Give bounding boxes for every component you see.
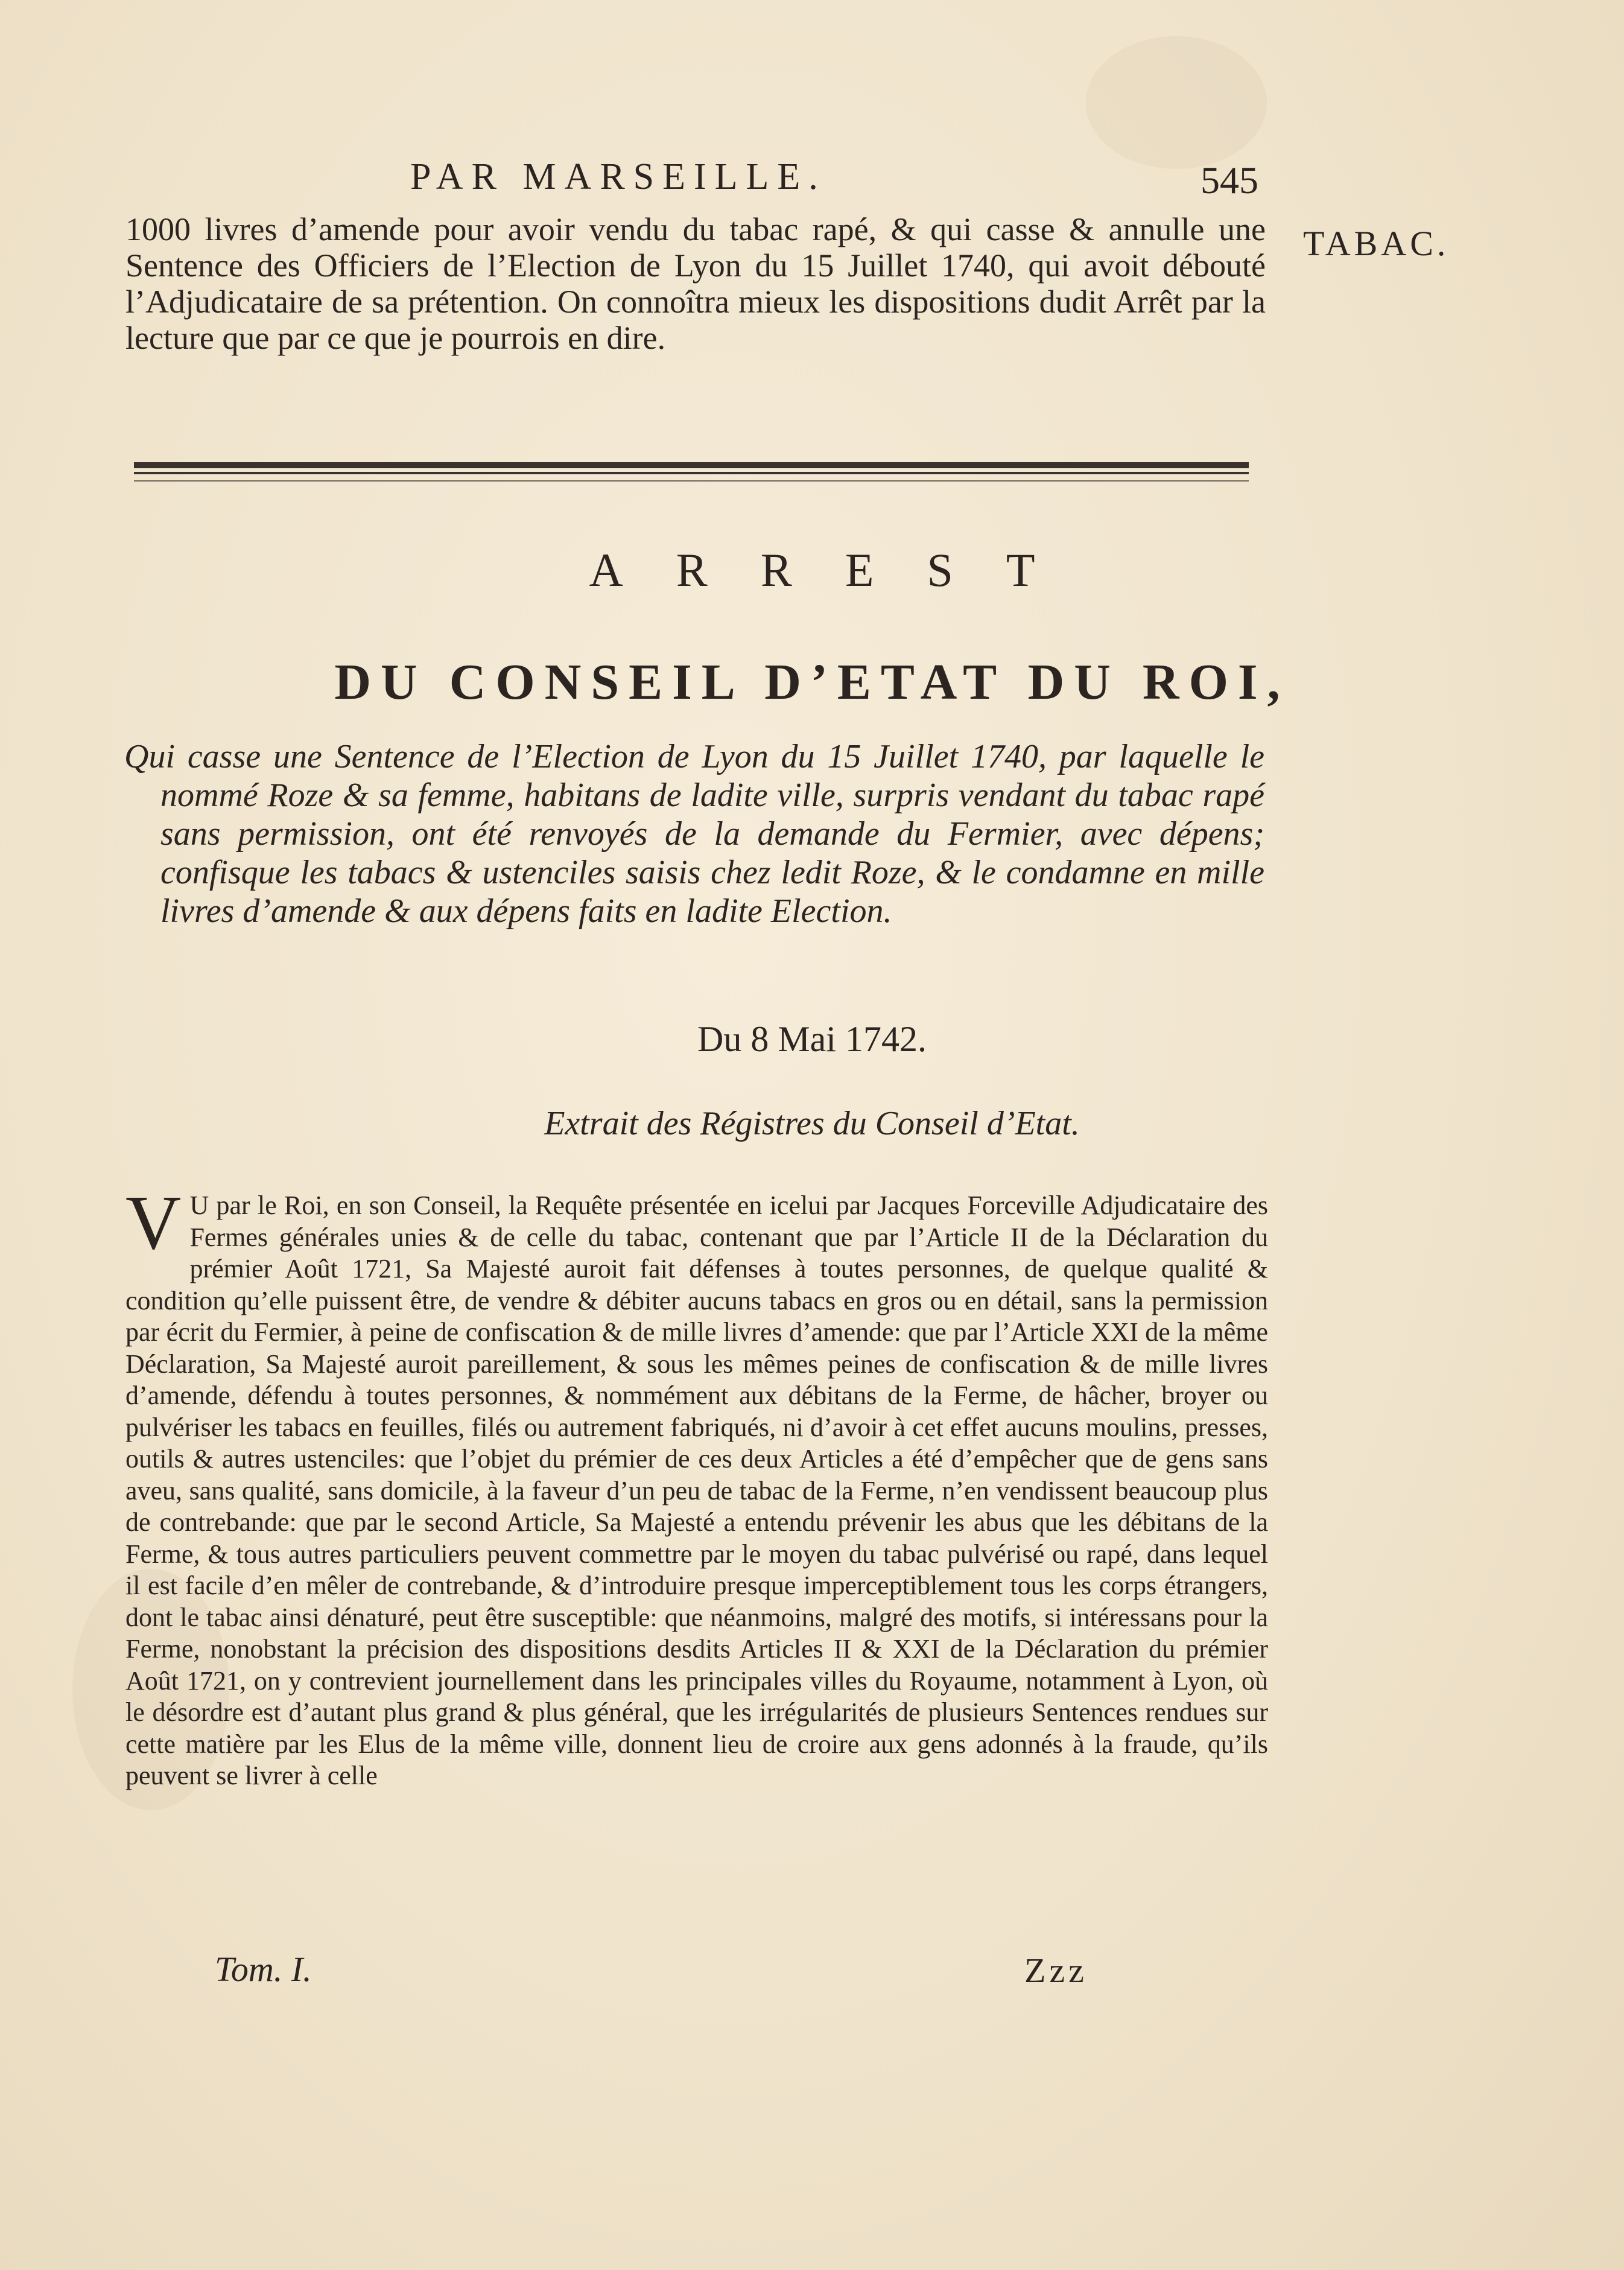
rule-underline [134, 480, 1249, 482]
body-paragraph: U par le Roi, en son Conseil, la Requête présentée en icelui par Jacques Forceville Adjudicataire des Fermes générales unies & de celle du tabac, contenant que par l’Article II de la Déclaration du prémier Août 1721, Sa Majesté auroit fait défenses à toutes personnes, de quelque qualité & condition qu’elle puissent être, de vendre & débiter aucuns tabacs en gros ou en détail, sans la permission par écrit du Fermier, à peine de confiscation & de mille livres d’amende: que par l’Article XXI de la même Déclaration, Sa Majesté auroit pareillement, & sous les mêmes peines de confiscation & de mille livres d’amende, défendu à toutes personnes, & nommément aux débitans de la Ferme, de hâcher, broyer ou pulvériser les tabacs en feuilles, filés ou autrement fabriqués, ni d’avoir à cet effet aucuns moulins, presses, outils & autres ustenciles: que l’objet du prémier de ces deux Articles a été d’empêcher que de gens sans aveu, sans qualité, sans domicile, à la faveur d’un peu de tabac de la Ferme, n’en vendissent beaucoup plus de contrebande: que par le second Article, Sa Majesté a entendu prévenir les abus que les débitans de la Ferme, & tous autres particuliers peuvent commettre par le moyen du tabac pulvérisé ou rapé, dans lequel il est facile d’en mêler de contrebande, & d’introduire presque imperceptiblement tous les corps étrangers, dont le tabac ainsi dénaturé, peut être susceptible: que néanmoins, malgré des motifs, si intéressans pour la Ferme, nonobstant la précision des dispositions desdits Articles II & XXI de la Déclaration du prémier Août 1721, on y contrevient journellement dans les principales villes du Royaume, notamment à Lyon, où le désordre est d’autant plus grand & plus général, que les irrégularités de plusieurs Sentences rendues sur cette matière par les Elus de la même ville, donnent lieu de croire aux gens adonnés à la fraude, qu’ils peuvent se livrer à celle [125, 1191, 1268, 1790]
margin-note: TABAC. [1303, 224, 1450, 263]
footer-volume: Tom. I. [215, 1950, 312, 1989]
title-arrest: ARREST [589, 544, 1088, 596]
ornamental-rule [134, 462, 1249, 474]
page-number: 545 [1201, 159, 1258, 202]
extract-heading: Extrait des Régistres du Conseil d’Etat. [544, 1105, 1080, 1142]
drop-cap: V [125, 1180, 182, 1265]
decree-date: Du 8 Mai 1742. [697, 1019, 927, 1059]
footer-signature: Zzz [1024, 1951, 1088, 1990]
title-conseil: DU CONSEIL D’ETAT DU ROI, [334, 654, 1290, 710]
summary-text: Qui casse une Sentence de l’Election de Lyon du 15 Juillet 1740, par laquelle le nommé Roze & sa femme, habitans de ladite ville, surpris vendant du tabac rapé sans permission, ont été renvoyés de la demande du Fermier, avec dépens; confisque les tabacs & ustenciles saisis chez ledit Roze, & le condamne en mille livres d’amende & aux dépens faits en ladite Election. [124, 738, 1264, 930]
paper-stain [1086, 36, 1267, 169]
intro-paragraph: 1000 livres d’amende pour avoir vendu du tabac rapé, & qui casse & annulle une Sentence des Officiers de l’Election de Lyon du 15 Juillet 1740, qui avoit débouté l’Adjudicataire de sa prétention. On connoîtra mieux les dispositions dudit Arrêt par la lecture que par ce que je pourrois en dire. [125, 211, 1266, 356]
summary-paragraph [124, 737, 1264, 930]
body-text [125, 1180, 1268, 1792]
running-head: PAR MARSEILLE. [410, 156, 826, 197]
